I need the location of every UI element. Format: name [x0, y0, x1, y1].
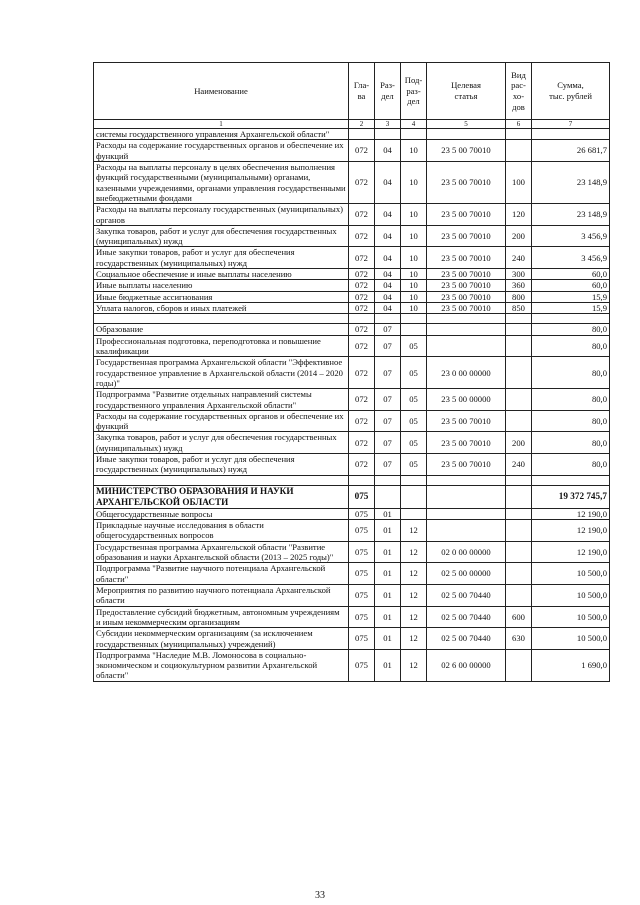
cell-chapter: 075: [349, 541, 375, 563]
cell-section: [375, 485, 401, 508]
cell-amount: [532, 129, 610, 140]
cell-subsection: 10: [401, 161, 427, 203]
cell-chapter: 075: [349, 649, 375, 681]
cell-amount: 80,0: [532, 324, 610, 335]
cell-chapter: [349, 314, 375, 324]
cell-chapter: 072: [349, 280, 375, 291]
cell-amount: 10 500,0: [532, 606, 610, 628]
cell-amount: 10 500,0: [532, 584, 610, 606]
cell-name: Иные закупки товаров, работ и услуг для обеспечения государственных (муниципальных) нужд: [94, 454, 349, 476]
cell-expense-type: 850: [506, 303, 532, 314]
cell-subsection: 12: [401, 649, 427, 681]
cell-section: 01: [375, 649, 401, 681]
cell-subsection: 05: [401, 335, 427, 357]
column-number: 1: [94, 120, 349, 129]
cell-name: Уплата налогов, сборов и иных платежей: [94, 303, 349, 314]
cell-name: Подпрограмма "Развитие отдельных направлений системы государственного управления Архангельской области": [94, 389, 349, 411]
cell-chapter: 072: [349, 357, 375, 389]
cell-expense-type: 630: [506, 628, 532, 650]
cell-chapter: 072: [349, 454, 375, 476]
table-row: [94, 324, 610, 335]
cell-amount: 12 190,0: [532, 508, 610, 519]
table-row: [94, 247, 610, 269]
cell-section: 04: [375, 303, 401, 314]
cell-name: Расходы на выплаты персоналу государственных (муниципальных) органов: [94, 204, 349, 226]
cell-amount: 80,0: [532, 432, 610, 454]
cell-target: 23 5 00 70010: [427, 225, 506, 247]
cell-subsection: 10: [401, 303, 427, 314]
cell-section: 01: [375, 508, 401, 519]
cell-name: Прикладные научные исследования в области общегосударственных вопросов: [94, 520, 349, 542]
cell-section: 07: [375, 335, 401, 357]
cell-subsection: [401, 485, 427, 508]
cell-subsection: 05: [401, 432, 427, 454]
cell-section: 07: [375, 324, 401, 335]
table-row: [94, 204, 610, 226]
cell-chapter: 075: [349, 520, 375, 542]
header-target: Целевая статья: [427, 63, 506, 120]
table-row: [94, 628, 610, 650]
table-row: [94, 606, 610, 628]
table-row: [94, 508, 610, 519]
cell-target: 23 5 00 70010: [427, 291, 506, 302]
cell-target: [427, 324, 506, 335]
cell-name: Мероприятия по развитию научного потенциала Архангельской области: [94, 584, 349, 606]
table-row: [94, 357, 610, 389]
cell-target: 23 5 00 70010: [427, 432, 506, 454]
cell-amount: 19 372 745,7: [532, 485, 610, 508]
header-section: Раз- дел: [375, 63, 401, 120]
column-number: 2: [349, 120, 375, 129]
cell-expense-type: 200: [506, 432, 532, 454]
table-row: [94, 454, 610, 476]
column-number: 5: [427, 120, 506, 129]
cell-section: [375, 129, 401, 140]
cell-target: 23 5 00 70010: [427, 280, 506, 291]
cell-subsection: 12: [401, 541, 427, 563]
table-row: [94, 161, 610, 203]
table-row: [94, 563, 610, 585]
cell-subsection: [401, 508, 427, 519]
cell-name: Иные выплаты населению: [94, 280, 349, 291]
cell-expense-type: [506, 485, 532, 508]
cell-amount: [532, 314, 610, 324]
cell-section: 01: [375, 584, 401, 606]
cell-target: 02 5 00 70440: [427, 606, 506, 628]
cell-expense-type: [506, 314, 532, 324]
cell-expense-type: [506, 563, 532, 585]
header-name: Наименование: [94, 63, 349, 120]
cell-subsection: 12: [401, 584, 427, 606]
table-row: [94, 335, 610, 357]
cell-name: [94, 314, 349, 324]
cell-amount: [532, 475, 610, 485]
cell-target: [427, 129, 506, 140]
cell-chapter: 072: [349, 269, 375, 280]
cell-chapter: 072: [349, 432, 375, 454]
cell-name: Предоставление субсидий бюджетным, автономным учреждениям и иным некоммерческим организациям: [94, 606, 349, 628]
cell-target: 02 0 00 00000: [427, 541, 506, 563]
cell-section: 07: [375, 454, 401, 476]
cell-target: 02 6 00 00000: [427, 649, 506, 681]
cell-section: 04: [375, 161, 401, 203]
cell-expense-type: 600: [506, 606, 532, 628]
cell-amount: 80,0: [532, 357, 610, 389]
cell-target: 23 5 00 70010: [427, 303, 506, 314]
cell-chapter: 072: [349, 389, 375, 411]
table-row: [94, 584, 610, 606]
cell-target: 23 5 00 70010: [427, 161, 506, 203]
table-row: [94, 485, 610, 508]
cell-expense-type: [506, 129, 532, 140]
cell-expense-type: [506, 357, 532, 389]
table-row: [94, 303, 610, 314]
cell-chapter: 072: [349, 303, 375, 314]
cell-target: [427, 314, 506, 324]
cell-subsection: 10: [401, 247, 427, 269]
cell-chapter: 075: [349, 584, 375, 606]
cell-expense-type: [506, 335, 532, 357]
table-row: [94, 280, 610, 291]
table-row: [94, 432, 610, 454]
cell-chapter: 072: [349, 291, 375, 302]
column-numbers-row: [94, 120, 610, 129]
cell-section: 04: [375, 280, 401, 291]
cell-subsection: 10: [401, 225, 427, 247]
cell-section: 04: [375, 225, 401, 247]
cell-expense-type: [506, 389, 532, 411]
cell-amount: 3 456,9: [532, 225, 610, 247]
table-row: [94, 314, 610, 324]
table-row: [94, 225, 610, 247]
cell-subsection: 05: [401, 454, 427, 476]
column-number: 7: [532, 120, 610, 129]
cell-expense-type: [506, 584, 532, 606]
cell-name: Закупка товаров, работ и услуг для обеспечения государственных (муниципальных) нужд: [94, 432, 349, 454]
cell-expense-type: 200: [506, 225, 532, 247]
table-row: [94, 389, 610, 411]
cell-name: Иные бюджетные ассигнования: [94, 291, 349, 302]
table-row: [94, 475, 610, 485]
cell-amount: 15,9: [532, 291, 610, 302]
cell-subsection: 10: [401, 280, 427, 291]
cell-expense-type: 240: [506, 454, 532, 476]
cell-name: Профессиональная подготовка, переподготовка и повышение квалификации: [94, 335, 349, 357]
header-chapter: Гла- ва: [349, 63, 375, 120]
cell-subsection: 10: [401, 140, 427, 162]
cell-target: 23 5 00 70010: [427, 410, 506, 432]
cell-name: Расходы на содержание государственных органов и обеспечение их функций: [94, 410, 349, 432]
cell-expense-type: [506, 140, 532, 162]
cell-target: 02 5 00 70440: [427, 584, 506, 606]
table-row: [94, 269, 610, 280]
cell-expense-type: [506, 508, 532, 519]
cell-section: 04: [375, 269, 401, 280]
cell-chapter: 072: [349, 247, 375, 269]
cell-name: системы государственного управления Архангельской области": [94, 129, 349, 140]
cell-subsection: [401, 314, 427, 324]
cell-amount: 26 681,7: [532, 140, 610, 162]
cell-amount: 60,0: [532, 269, 610, 280]
cell-chapter: 072: [349, 410, 375, 432]
header-expense-type: Вид рас- хо- дов: [506, 63, 532, 120]
cell-subsection: 05: [401, 410, 427, 432]
cell-subsection: 10: [401, 291, 427, 302]
cell-amount: 1 690,0: [532, 649, 610, 681]
cell-name: [94, 475, 349, 485]
cell-amount: 80,0: [532, 389, 610, 411]
cell-section: 01: [375, 541, 401, 563]
cell-chapter: [349, 475, 375, 485]
cell-subsection: [401, 129, 427, 140]
cell-name: Государственная программа Архангельской области "Эффективное государственное управление в Архангельской области (2014 – 2020 годы)": [94, 357, 349, 389]
cell-chapter: [349, 129, 375, 140]
table-row: [94, 410, 610, 432]
cell-target: 02 5 00 00000: [427, 563, 506, 585]
cell-section: 07: [375, 389, 401, 411]
cell-subsection: 10: [401, 204, 427, 226]
cell-name: Социальное обеспечение и иные выплаты населению: [94, 269, 349, 280]
cell-name: Общегосударственные вопросы: [94, 508, 349, 519]
cell-amount: 23 148,9: [532, 204, 610, 226]
cell-section: 01: [375, 628, 401, 650]
cell-amount: 23 148,9: [532, 161, 610, 203]
cell-target: 23 5 00 70010: [427, 454, 506, 476]
column-number: 3: [375, 120, 401, 129]
cell-target: 23 5 00 70010: [427, 140, 506, 162]
cell-section: 01: [375, 563, 401, 585]
cell-subsection: 12: [401, 563, 427, 585]
cell-amount: 80,0: [532, 454, 610, 476]
cell-target: [427, 475, 506, 485]
cell-expense-type: [506, 520, 532, 542]
page-number: 33: [315, 890, 325, 901]
cell-subsection: [401, 324, 427, 335]
cell-amount: 10 500,0: [532, 628, 610, 650]
table-row: [94, 140, 610, 162]
cell-target: [427, 335, 506, 357]
cell-amount: 12 190,0: [532, 541, 610, 563]
cell-section: [375, 475, 401, 485]
cell-chapter: 072: [349, 140, 375, 162]
cell-amount: 12 190,0: [532, 520, 610, 542]
cell-expense-type: 240: [506, 247, 532, 269]
table-body: [94, 129, 610, 682]
cell-target: 02 5 00 70440: [427, 628, 506, 650]
cell-name: МИНИСТЕРСТВО ОБРАЗОВАНИЯ И НАУКИ АРХАНГЕЛЬСКОЙ ОБЛАСТИ: [94, 485, 349, 508]
cell-amount: 3 456,9: [532, 247, 610, 269]
cell-chapter: 072: [349, 324, 375, 335]
cell-expense-type: 300: [506, 269, 532, 280]
cell-section: 04: [375, 204, 401, 226]
cell-name: Расходы на выплаты персоналу в целях обеспечения выполнения функций государственными (муниципальными) органами, казенными учреждениями, органами управления государственными внебюджетными фондами: [94, 161, 349, 203]
cell-target: 23 5 00 70010: [427, 269, 506, 280]
header-amount: Сумма, тыс. рублей: [532, 63, 610, 120]
cell-section: 04: [375, 140, 401, 162]
cell-target: 23 5 00 70010: [427, 204, 506, 226]
budget-table: [93, 62, 610, 682]
cell-target: [427, 485, 506, 508]
cell-name: Государственная программа Архангельской области "Развитие образования и науки Архангельской области (2013 – 2025 годы)": [94, 541, 349, 563]
cell-section: 04: [375, 247, 401, 269]
cell-section: 07: [375, 357, 401, 389]
cell-section: [375, 314, 401, 324]
cell-chapter: 075: [349, 508, 375, 519]
cell-name: Расходы на содержание государственных органов и обеспечение их функций: [94, 140, 349, 162]
cell-chapter: 075: [349, 563, 375, 585]
cell-name: Субсидии некоммерческим организациям (за исключением государственных (муниципальных) учреждений): [94, 628, 349, 650]
cell-expense-type: [506, 541, 532, 563]
cell-target: 23 5 00 00000: [427, 389, 506, 411]
table-row: [94, 129, 610, 140]
cell-name: Образование: [94, 324, 349, 335]
cell-subsection: 12: [401, 520, 427, 542]
cell-subsection: [401, 475, 427, 485]
cell-subsection: 05: [401, 357, 427, 389]
cell-chapter: 072: [349, 225, 375, 247]
cell-amount: 60,0: [532, 280, 610, 291]
cell-chapter: 075: [349, 628, 375, 650]
column-number: 4: [401, 120, 427, 129]
cell-expense-type: [506, 324, 532, 335]
cell-expense-type: [506, 649, 532, 681]
header-subsection: Под- раз- дел: [401, 63, 427, 120]
table-row: [94, 291, 610, 302]
cell-expense-type: 360: [506, 280, 532, 291]
cell-name: Подпрограмма "Наследие М.В. Ломоносова в социально-экономическом и социокультурном развитии Архангельской области": [94, 649, 349, 681]
cell-subsection: 05: [401, 389, 427, 411]
cell-expense-type: 100: [506, 161, 532, 203]
cell-chapter: 072: [349, 161, 375, 203]
header-row: [94, 63, 610, 120]
column-number: 6: [506, 120, 532, 129]
cell-name: Иные закупки товаров, работ и услуг для обеспечения государственных (муниципальных) нужд: [94, 247, 349, 269]
cell-name: Подпрограмма "Развитие научного потенциала Архангельской области": [94, 563, 349, 585]
cell-expense-type: [506, 410, 532, 432]
cell-target: [427, 508, 506, 519]
cell-section: 04: [375, 291, 401, 302]
cell-target: 23 0 00 00000: [427, 357, 506, 389]
cell-amount: 80,0: [532, 410, 610, 432]
table-row: [94, 649, 610, 681]
cell-name: Закупка товаров, работ и услуг для обеспечения государственных (муниципальных) нужд: [94, 225, 349, 247]
cell-chapter: 072: [349, 204, 375, 226]
cell-amount: 10 500,0: [532, 563, 610, 585]
cell-amount: 80,0: [532, 335, 610, 357]
cell-target: 23 5 00 70010: [427, 247, 506, 269]
cell-expense-type: 120: [506, 204, 532, 226]
cell-chapter: 075: [349, 606, 375, 628]
cell-expense-type: [506, 475, 532, 485]
cell-section: 01: [375, 606, 401, 628]
cell-chapter: 072: [349, 335, 375, 357]
cell-section: 01: [375, 520, 401, 542]
cell-target: [427, 520, 506, 542]
table-row: [94, 541, 610, 563]
cell-section: 07: [375, 432, 401, 454]
cell-expense-type: 800: [506, 291, 532, 302]
cell-amount: 15,9: [532, 303, 610, 314]
table-row: [94, 520, 610, 542]
cell-section: 07: [375, 410, 401, 432]
cell-subsection: 12: [401, 606, 427, 628]
cell-chapter: 075: [349, 485, 375, 508]
cell-subsection: 12: [401, 628, 427, 650]
cell-subsection: 10: [401, 269, 427, 280]
